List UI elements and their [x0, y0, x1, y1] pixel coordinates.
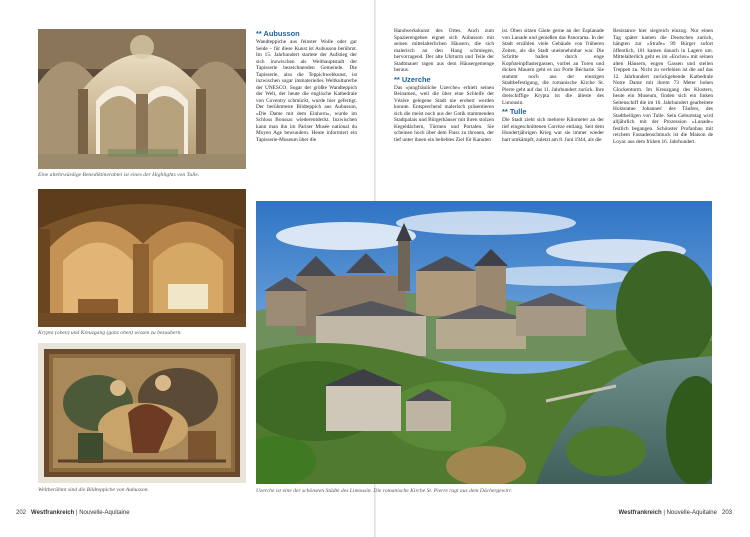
- right-footer: Westfrankreich | Nouvelle-Aquitaine 203: [618, 510, 732, 516]
- footer-region-left: Westfrankreich: [31, 510, 75, 516]
- footer-subregion-right: Nouvelle-Aquitaine: [666, 510, 717, 516]
- uzerche-caption: Uzerche ist eine der schönsten Städte des Limousin. Die romanische Kirche St. Pierre ragt aus dem Dächergewirr.: [256, 488, 513, 494]
- uzerche-continued: ist. Oben sitzen Gäste gerne an der Esplanade von Lunade und genießen das Panorama. In der Stadt erzählen viele Gebäude von früheren Zeiten, als die Stadt uneinnehmbar war. Die Schritte hallen durch enge Kopfsteinpflastergassen, vorbei an Toren und dicken Mauern geht es zur Porte Bécharie. Sie stammt noch aus der einstigen Stadtbefestigung, die romanische Kirche St. Pierre geht auf das 11. Jahrhundert zurück. Ihre dreischiffige Krypta ist die älteste des Limousin.: [502, 28, 604, 106]
- aubusson-heading: ** Aubusson: [256, 29, 300, 38]
- page-number-right: 203: [721, 510, 732, 516]
- aubusson-text: Wandteppiche aus feinster Wolle oder gar Seide – für diese Kunst ist Aubusson berühmt. Im 15. Jahrhundert startete der Aufstieg der sich inzwischen als Welthauptstadt der Tapisserie bezeichnenden Gemeinde. Die Tapisserie, also die Teppichwebkunst, ist inzwischen sogar immaterielles Weltkulturerbe der UNESCO. Sogar der größte Wandteppich der Welt, der heute die englische Kathedrale von Coventry schmückt, wurde hier gefertigt. Der berühmteste Bildteppich aus Aubusson, »Die Dame mit dem Einhorn«, wurde im Schloss Boussac wiederentdeckt. Inzwischen kann man ihn im Pariser Musée national du Moyen Age bewundern. Heute informiert ein Tapisserie-Museum über die: [256, 39, 357, 143]
- tapestry-caption: Weltberühmt sind die Bildteppiche von Aubusson.: [38, 487, 149, 493]
- page-number-left: 202: [16, 510, 27, 516]
- right-column-2: [502, 28, 604, 198]
- uzerche-text: Das »jungfräuliche Uzerche« erhielt seinen Beinamen, weil die über eine Schleife der Vézère gelegene Stadt nie erobert werden konnte. Entsprechend malerisch präsentieren sich die meist noch aus der Gotik stammenden Stadtpalais und Bürgerhäuser mit ihren stolzen Kegeldächern, Türmen und Portalen. Sie scheinen hoch über dem Fluss zu thronen, der tief unter ihnen ein beliebtes Ziel für Kanuten: [394, 84, 494, 143]
- right-column-3: [613, 28, 713, 198]
- cloister-caption: Eine altehrwürdige Benediktinerabtei ist eines der Highlights von Tulle.: [38, 172, 200, 178]
- left-footer: 202 Westfrankreich | Nouvelle-Aquitaine: [16, 510, 130, 516]
- aubusson-column: [256, 28, 357, 198]
- uzerche-heading: ** Uzerche: [394, 74, 431, 84]
- tapestry-photo: [38, 343, 246, 483]
- uzerche-photo: [256, 201, 712, 484]
- tulle-continued: Resistance hier siegreich einzog. Nur einen Tag später kamen die Deutschen zurück, hängten zur »Strafe« 99 Bürger sofort öffentlich, 101 kamen danach in Lagern um. Mittelalterlich geht es im »Enclos« mit seinen alten Häusern, engen Gassen und steilen Treppen zu. Nicht zu verfehlen ist die auf das 12. Jahrhundert zurückgehende Kathedrale Notre Dame mit ihrem 73 Meter hohen Glockenturm. Im Kreuzgang des Klosters, heute ein Museum, finden sich ein linken Seitenschiff die im 16. Jahrhundert gearbeitete Holzstatue Johannes' des Täufers, des Stadtheiligen von Tulle. Sein Geburtstag wird alljährlich mit der Prozession »Lunade« festlich begangen. Schönster Profanbau mit reichem Fassadenschmuck ist die Maison de Loyac aus dem frühen 16. Jahrhundert.: [613, 28, 713, 145]
- tulle-text: Die Stadt zieht sich mehrere Kilometer an der tief eingeschnittenen Corrèze entlang. Seit dem Hundertjährigen Krieg war sie immer wieder hart umkämpft, zuletzt am 8. Juni 1944, als die: [502, 117, 604, 143]
- right-column-1: [394, 28, 494, 198]
- crypt-photo: [38, 189, 246, 327]
- crypt-caption: Krypta (oben) und Kreuzgang (ganz oben) wissen zu bezaubern.: [38, 330, 182, 336]
- footer-region-right: Westfrankreich: [618, 510, 662, 516]
- tulle-heading: ** Tulle: [502, 107, 527, 116]
- aubusson-continued: Handwerkskunst des Ortes. Auch zum Spazierengehen eignet sich Aubusson mit seinen mittelalterlichen Häusern, die sich malerisch an den Hang schmiegen, hervorragend. Der alte Uhrturm und Teile der Stadtmauer ragen aus dem Häusergemenge heraus.: [394, 28, 494, 73]
- cloister-photo: [38, 29, 246, 169]
- footer-subregion-left: Nouvelle-Aquitaine: [79, 510, 130, 516]
